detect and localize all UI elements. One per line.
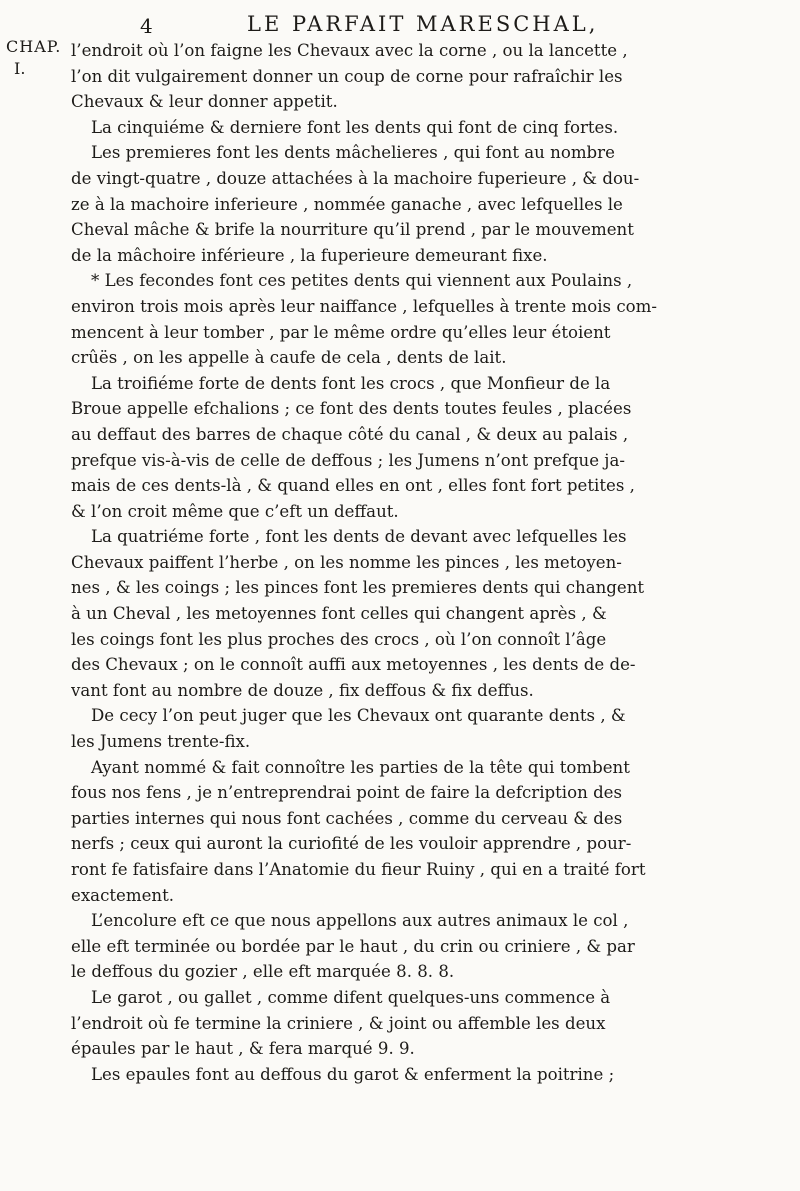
text-line: ront fe fatisfaire dans l’Anatomie du fieur Ruiny , qui en a traité fort — [71, 860, 646, 879]
text-line: Les epaules font au deffous du garot & enferment la poitrine ; — [91, 1064, 615, 1084]
text-line: Chevaux paiffent l’herbe , on les nomme les pinces , les metoyen- — [71, 552, 622, 572]
text-line: les coings font les plus proches des crocs , où l’on connoît l’âge — [71, 629, 607, 649]
text-line: Ayant nommé & fait connoître les parties de la tête qui tombent — [91, 757, 630, 777]
text-line: à un Cheval , les metoyennes font celles qui changent après , & — [71, 604, 607, 624]
text-line: L’encolure eft ce que nous appellons aux autres animaux le col , — [91, 911, 629, 931]
text-line: La quatriéme forte , font les dents de devant avec lefquelles les — [91, 527, 627, 547]
text-line: Chevaux & leur donner appetit. — [71, 92, 338, 112]
text-line: épaules par le haut , & fera marqué 9. 9. — [71, 1039, 415, 1059]
text-line: de vingt-quatre , douze attachées à la machoire fuperieure , & dou- — [71, 168, 640, 188]
running-title: LE PARFAIT MARESCHAL, — [247, 12, 599, 36]
text-line: exactement. — [71, 885, 175, 905]
running-head — [0, 10, 800, 40]
text-line: Les premieres font les dents mâchelieres , qui font au nombre — [91, 143, 615, 163]
text-line: au deffaut des barres de chaque côté du canal , & deux au palais , — [71, 424, 629, 444]
body-text — [71, 38, 771, 1087]
text-line: l’on dit vulgairement donner un coup de corne pour rafraîchir les — [71, 66, 623, 86]
text-line: ze à la machoire inferieure , nommée ganache , avec lefquelles le — [71, 194, 623, 214]
page-number: 4 — [140, 14, 153, 38]
text-line: Le garot , ou gallet , comme difent quelques-uns commence à — [91, 987, 611, 1007]
text-line: mencent à leur tomber , par le même ordre qu’elles leur étoient — [71, 322, 611, 342]
text-line: crûës , on les appelle à caufe de cela , dents de lait. — [71, 348, 507, 368]
text-line: parties internes qui nous font cachées , comme du cerveau & des — [71, 808, 623, 828]
text-line: les Jumens trente-fix. — [71, 732, 251, 752]
text-line: elle eft terminée ou bordée par le haut , du crin ou criniere , & par — [71, 936, 635, 956]
text-line: nerfs ; ceux qui auront la curiofité de les vouloir apprendre , pour- — [71, 834, 632, 854]
text-line: environ trois mois après leur naiffance , lefquelles à trente mois com- — [71, 296, 657, 316]
text-line: l’endroit où fe termine la criniere , & joint ou affemble les deux — [71, 1013, 606, 1033]
text-line: de la mâchoire inférieure , la fuperieure demeurant fixe. — [71, 245, 548, 265]
text-line: mais de ces dents-là , & quand elles en ont , elles font fort petites , — [71, 476, 635, 496]
text-line: l’endroit où l’on faigne les Chevaux avec la corne , ou la lancette , — [71, 41, 628, 60]
text-line: * Les fecondes font ces petites dents qui viennent aux Poulains , — [91, 271, 633, 291]
text-line: vant font au nombre de douze , fix deffous & fix deffus. — [71, 680, 534, 700]
text-line: Broue appelle efchalions ; ce font des dents toutes feules , placées — [71, 399, 632, 419]
text-line: Cheval mâche & brife la nourriture qu’il prend , par le mouvement — [71, 220, 634, 240]
text-line: De cecy l’on peut juger que les Chevaux ont quarante dents , & — [91, 706, 626, 726]
text-line: prefque vis-à-vis de celle de deffous ; les Jumens n’ont prefque ja- — [71, 450, 625, 470]
text-line: La cinquiéme & derniere font les dents qui font de cinq fortes. — [91, 117, 619, 137]
text-line: La troifiéme forte de dents font les crocs , que Monfieur de la — [91, 373, 611, 393]
text-line: & l’on croit même que c’eft un deffaut. — [71, 501, 399, 521]
text-line: le deffous du gozier , elle eft marquée 8. 8. 8. — [71, 962, 455, 982]
text-line: des Chevaux ; on le connoît auffi aux metoyennes , les dents de de- — [71, 655, 636, 675]
text-line: fous nos fens , je n’entreprendrai point de faire la defcription des — [71, 783, 623, 803]
margin-chapter-label: CHAP. — [6, 37, 62, 56]
margin-chapter-number: I. — [14, 59, 26, 78]
text-line: nes , & les coings ; les pinces font les premieres dents qui changent — [71, 578, 645, 598]
